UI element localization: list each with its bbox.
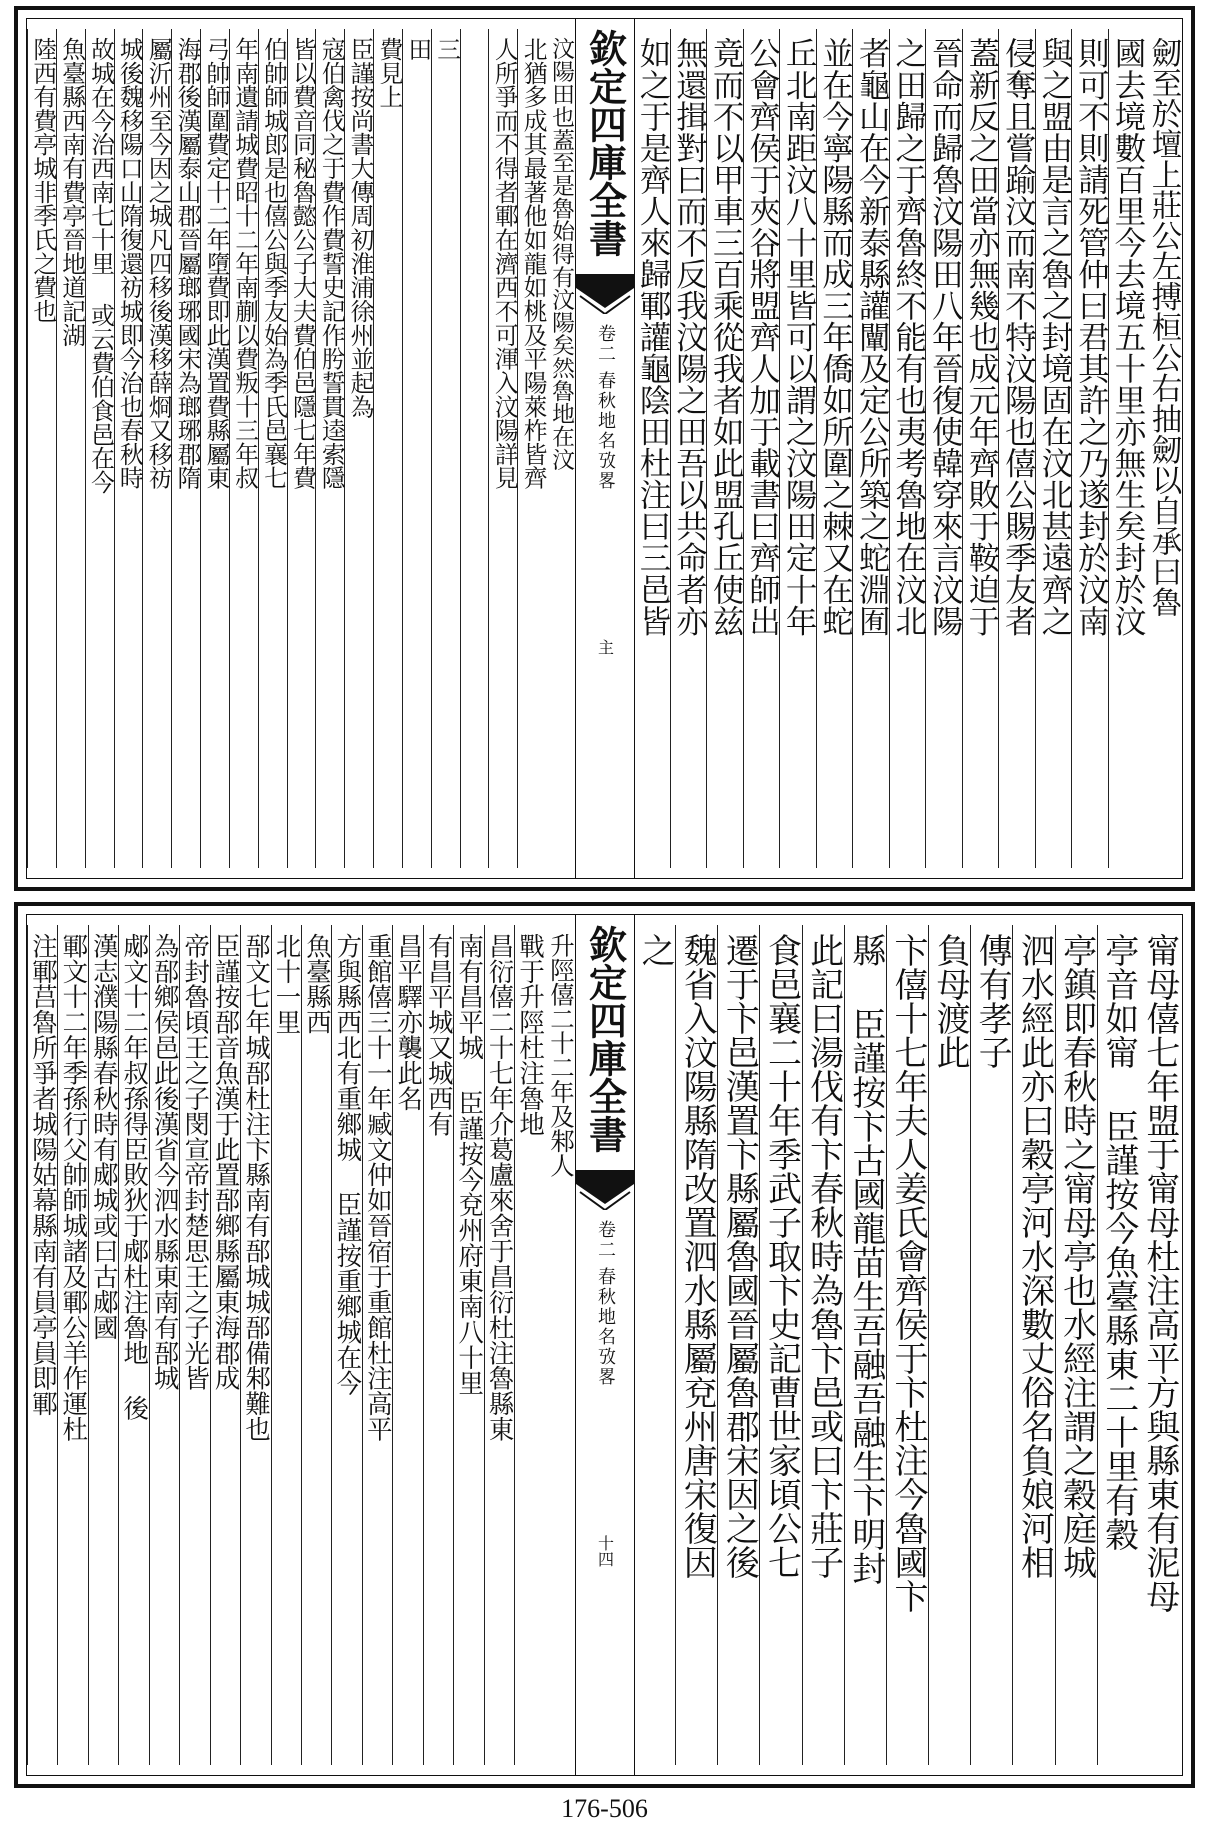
text-column: [670, 29, 708, 868]
text-column: [315, 29, 345, 868]
text-column: [1108, 29, 1146, 868]
column-text: 三: [433, 37, 462, 61]
text-column: [57, 925, 88, 1765]
text-column: [56, 29, 86, 868]
column-text: 注鄆莒魯所爭者城陽姑幕縣南有員亭員即鄆: [28, 933, 59, 1417]
spine-title: 欽定四庫全書: [582, 29, 628, 257]
column-text: 費見上: [375, 37, 404, 109]
column-text: 蓋新反之田當亦無幾也成元年齊敗于鞍迫于: [963, 37, 1000, 637]
text-column: [1055, 925, 1098, 1765]
text-column: [240, 925, 271, 1765]
column-text: 臣謹按尚書大傳周初淮浦徐州並起為: [346, 37, 375, 419]
text-column: [816, 29, 854, 868]
text-column: [633, 29, 671, 868]
text-column: [210, 925, 241, 1765]
text-column: [802, 925, 845, 1765]
column-text: 北十一里: [272, 933, 303, 1035]
column-text: 寇伯禽伐之于費作費誓史記作肹誓貫逵索隱: [317, 37, 346, 490]
column-text: 魚臺縣西南有費亭晉地道記湖: [58, 37, 87, 347]
text-column: [118, 925, 149, 1765]
top-page: [14, 6, 1195, 891]
column-text: 遷于卞邑漢置卞縣屬魯國晉屬魯郡宋因之後: [719, 933, 760, 1579]
text-column: [1144, 29, 1181, 868]
folio-number: 主: [595, 639, 615, 655]
column-text: 者龜山在今新泰縣讙闡及定公所築之蛇淵囿: [854, 37, 891, 637]
text-column: [717, 925, 760, 1765]
column-text: 丘北南距汶八十里皆可以謂之汶陽田定十年: [781, 37, 818, 637]
text-column: [453, 925, 484, 1765]
column-text: 如之于是齊人來歸鄆讙龜陰田杜注曰三邑皆: [635, 37, 672, 637]
text-column: [344, 29, 374, 868]
column-text: 魏省入汶陽縣隋改置泗水縣屬兗州唐宋復因: [677, 933, 718, 1579]
text-column: [889, 29, 927, 868]
text-column: [402, 29, 432, 868]
text-column: [706, 29, 744, 868]
text-column: [258, 29, 288, 868]
column-text: 竟而不以甲車三百乘從我者如此盟孔丘使兹: [708, 37, 745, 637]
column-text: 食邑襄二十年季武子取卞史記曹世家頃公七: [761, 933, 802, 1579]
text-column: [546, 29, 575, 868]
text-column: [779, 29, 817, 868]
text-column: [149, 925, 180, 1765]
text-column: [460, 29, 490, 868]
column-text: 郕文十二年叔孫得臣敗狄于郕杜注魯地 後: [120, 933, 151, 1421]
fishtail-mark-icon: [576, 274, 634, 314]
text-column: [431, 29, 461, 868]
text-column: [301, 925, 332, 1765]
column-text: 泗水經此亦曰穀亭河水深數丈俗名負娘河相: [1014, 933, 1055, 1579]
bottom-page: [14, 902, 1195, 1788]
column-text: 昌平驛亦襲此名: [394, 933, 425, 1112]
column-text: 負母渡此: [930, 933, 971, 1069]
book-spine-label: [575, 915, 635, 1775]
text-column: [852, 29, 890, 868]
column-text: 重館僖三十一年臧文仲如晉宿于重館杜注高平: [363, 933, 394, 1442]
column-text: 公會齊侯于夾谷將盟齊人加于載書曰齊師出: [744, 37, 781, 637]
text-column: [633, 925, 676, 1765]
text-column: [928, 925, 971, 1765]
text-column: [759, 925, 802, 1765]
column-text: 此記曰湯伐有卞春秋時為魯卞邑或曰卞莊子: [803, 933, 844, 1579]
text-column: [998, 29, 1036, 868]
column-text: 之: [635, 933, 676, 967]
spine-title: 欽定四庫全書: [582, 925, 628, 1153]
spine-volume: 卷二: [595, 324, 616, 364]
text-column: [488, 29, 518, 868]
column-text: 海郡後漢屬泰山郡晉屬瑯琊國宋為瑯琊郡隋: [173, 37, 202, 490]
fishtail-mark-icon: [576, 1170, 634, 1210]
text-column: [331, 925, 362, 1765]
column-text: 方與縣西北有重鄉城 臣謹按重鄉城在今: [333, 933, 364, 1396]
column-text: 年南遺請城費昭十二年南蒯以費叛十三年叔: [231, 37, 260, 490]
column-text: 弓帥師圍費定十二年墮費即此漢置費縣屬東: [202, 37, 231, 490]
column-text: 故城在今治西南七十里 或云費伯食邑在今: [86, 37, 115, 494]
text-column: [1139, 925, 1181, 1765]
text-column: [675, 925, 718, 1765]
text-column: [970, 925, 1013, 1765]
book-spine-label: [575, 19, 635, 878]
top-page-frame: [26, 18, 1183, 879]
column-text: 田: [404, 37, 433, 61]
column-text: 傳有孝子: [972, 933, 1013, 1069]
text-column: [517, 29, 547, 868]
column-text: 則可不則請死管仲曰君其許之乃遂封於汶南: [1073, 37, 1110, 637]
text-column: [886, 925, 929, 1765]
text-column: [1097, 925, 1140, 1765]
page-number: 176-506: [561, 1794, 648, 1823]
column-text: 之田歸之于齊魯終不能有也夷考魯地在汶北: [890, 37, 927, 637]
text-column: [545, 925, 575, 1765]
text-column: [925, 29, 963, 868]
text-column: [171, 29, 201, 868]
text-column: [743, 29, 781, 868]
column-text: 城後魏移陽口山隋復還祊城即今治也春秋時: [115, 37, 144, 490]
column-text: 劒至於壇上莊公左搏桓公右抽劒以自承曰魯: [1145, 37, 1181, 618]
text-column: [200, 29, 230, 868]
spine-subtitle: 春秋地名攷畧: [595, 1267, 616, 1387]
column-text: 晉命而歸魯汶陽田八年晉復使韓穿來言汶陽: [927, 37, 964, 637]
column-text: 與之盟由是言之魯之封境固在汶北甚遠齊之: [1036, 37, 1073, 637]
column-text: 戰于升陘杜注魯地: [516, 933, 547, 1137]
text-column: [962, 29, 1000, 868]
column-text: 汶陽田也蓋至是魯始得有汶陽矣然魯地在汶: [547, 37, 574, 471]
text-column: [114, 29, 144, 868]
text-column: [484, 925, 515, 1765]
text-column: [423, 925, 454, 1765]
column-text: 伯帥師城郎是也僖公與季友始為季氏邑襄七: [260, 37, 289, 490]
column-text: 甯母僖七年盟于甯母杜注高平方與縣東有泥母: [1139, 933, 1180, 1613]
text-column: [27, 925, 58, 1765]
column-text: 皆以費音同秘魯懿公子大夫費伯邑隱七年費: [288, 37, 317, 490]
text-column: [142, 29, 172, 868]
spine-subtitle: 春秋地名攷畧: [595, 371, 616, 491]
text-column: [1071, 29, 1109, 868]
column-text: 北猶多成其最著他如龍如桃及平陽萊柞皆齊: [519, 37, 548, 490]
column-text: 亭鎮即春秋時之甯母亭也水經注謂之穀庭城: [1056, 933, 1097, 1579]
folio-number: 十四: [595, 1535, 615, 1567]
text-column: [1035, 29, 1073, 868]
spine-volume: 卷二: [595, 1220, 616, 1260]
column-text: 人所爭而不得者鄆在濟西不可渾入汶陽詳見: [490, 37, 519, 490]
column-text: 國去境數百里今去境五十里亦無生矣封於汶: [1109, 37, 1146, 637]
text-column: [88, 925, 119, 1765]
text-column: [392, 925, 423, 1765]
column-text: 鄆文十二年季孫行父帥師城諸及鄆公羊作運杜: [59, 933, 90, 1442]
text-column: [373, 29, 403, 868]
column-text: 陸西有費亭城非季氏之費也: [29, 37, 58, 323]
column-text: 卞僖十七年夫人姜氏會齊侯于卞杜注今魯國卞: [887, 933, 928, 1613]
text-column: [362, 925, 393, 1765]
column-text: 郚文七年城郚杜注卞縣南有郚城城郚備邾難也: [242, 933, 273, 1442]
column-text: 有昌平城又城西有: [424, 933, 455, 1137]
bottom-page-frame: [26, 914, 1183, 1776]
column-text: 臣謹按郚音魚漢于此置郚鄉縣屬東海郡成: [211, 933, 242, 1391]
column-text: 並在今寧陽縣而成三年僑如所圍之棘又在蛇: [817, 37, 854, 637]
column-text: 帝封魯頃王之子閔宣帝封楚思王之子光皆: [181, 933, 212, 1391]
text-column: [179, 925, 210, 1765]
text-column: [1012, 925, 1055, 1765]
column-text: 無還揖對曰而不反我汶陽之田吾以共命者亦: [671, 37, 708, 637]
text-column: [514, 925, 545, 1765]
text-column: [27, 29, 57, 868]
column-text: 亭音如甯 臣謹按今魚臺縣東二十里有穀: [1098, 933, 1139, 1551]
column-text: 南有昌平城 臣謹按今兗州府東南八十里: [455, 933, 486, 1396]
column-text: 魚臺縣西: [302, 933, 333, 1035]
column-text: 屬沂州至今因之城凡四移後漢移薛烱又移祊: [144, 37, 173, 490]
text-column: [844, 925, 887, 1765]
text-column: [271, 925, 302, 1765]
column-text: 為郚鄉侯邑此後漢省今泗水縣東南有郚城: [150, 933, 181, 1391]
text-column: [85, 29, 115, 868]
text-column: [229, 29, 259, 868]
column-text: 縣 臣謹按卞古國龍苗生吾融吾融生卞明封: [845, 933, 886, 1585]
text-column: [287, 29, 317, 868]
column-text: 昌衍僖二十七年介葛盧來舍于昌衍杜注魯縣東: [485, 933, 516, 1442]
column-text: 升陘僖二十二年及邾人: [545, 933, 575, 1178]
column-text: 侵奪且嘗踰汶而南不特汶陽也僖公賜季友者: [1000, 37, 1037, 637]
column-text: 漢志濮陽縣春秋時有郕城或曰古郕國: [89, 933, 120, 1340]
